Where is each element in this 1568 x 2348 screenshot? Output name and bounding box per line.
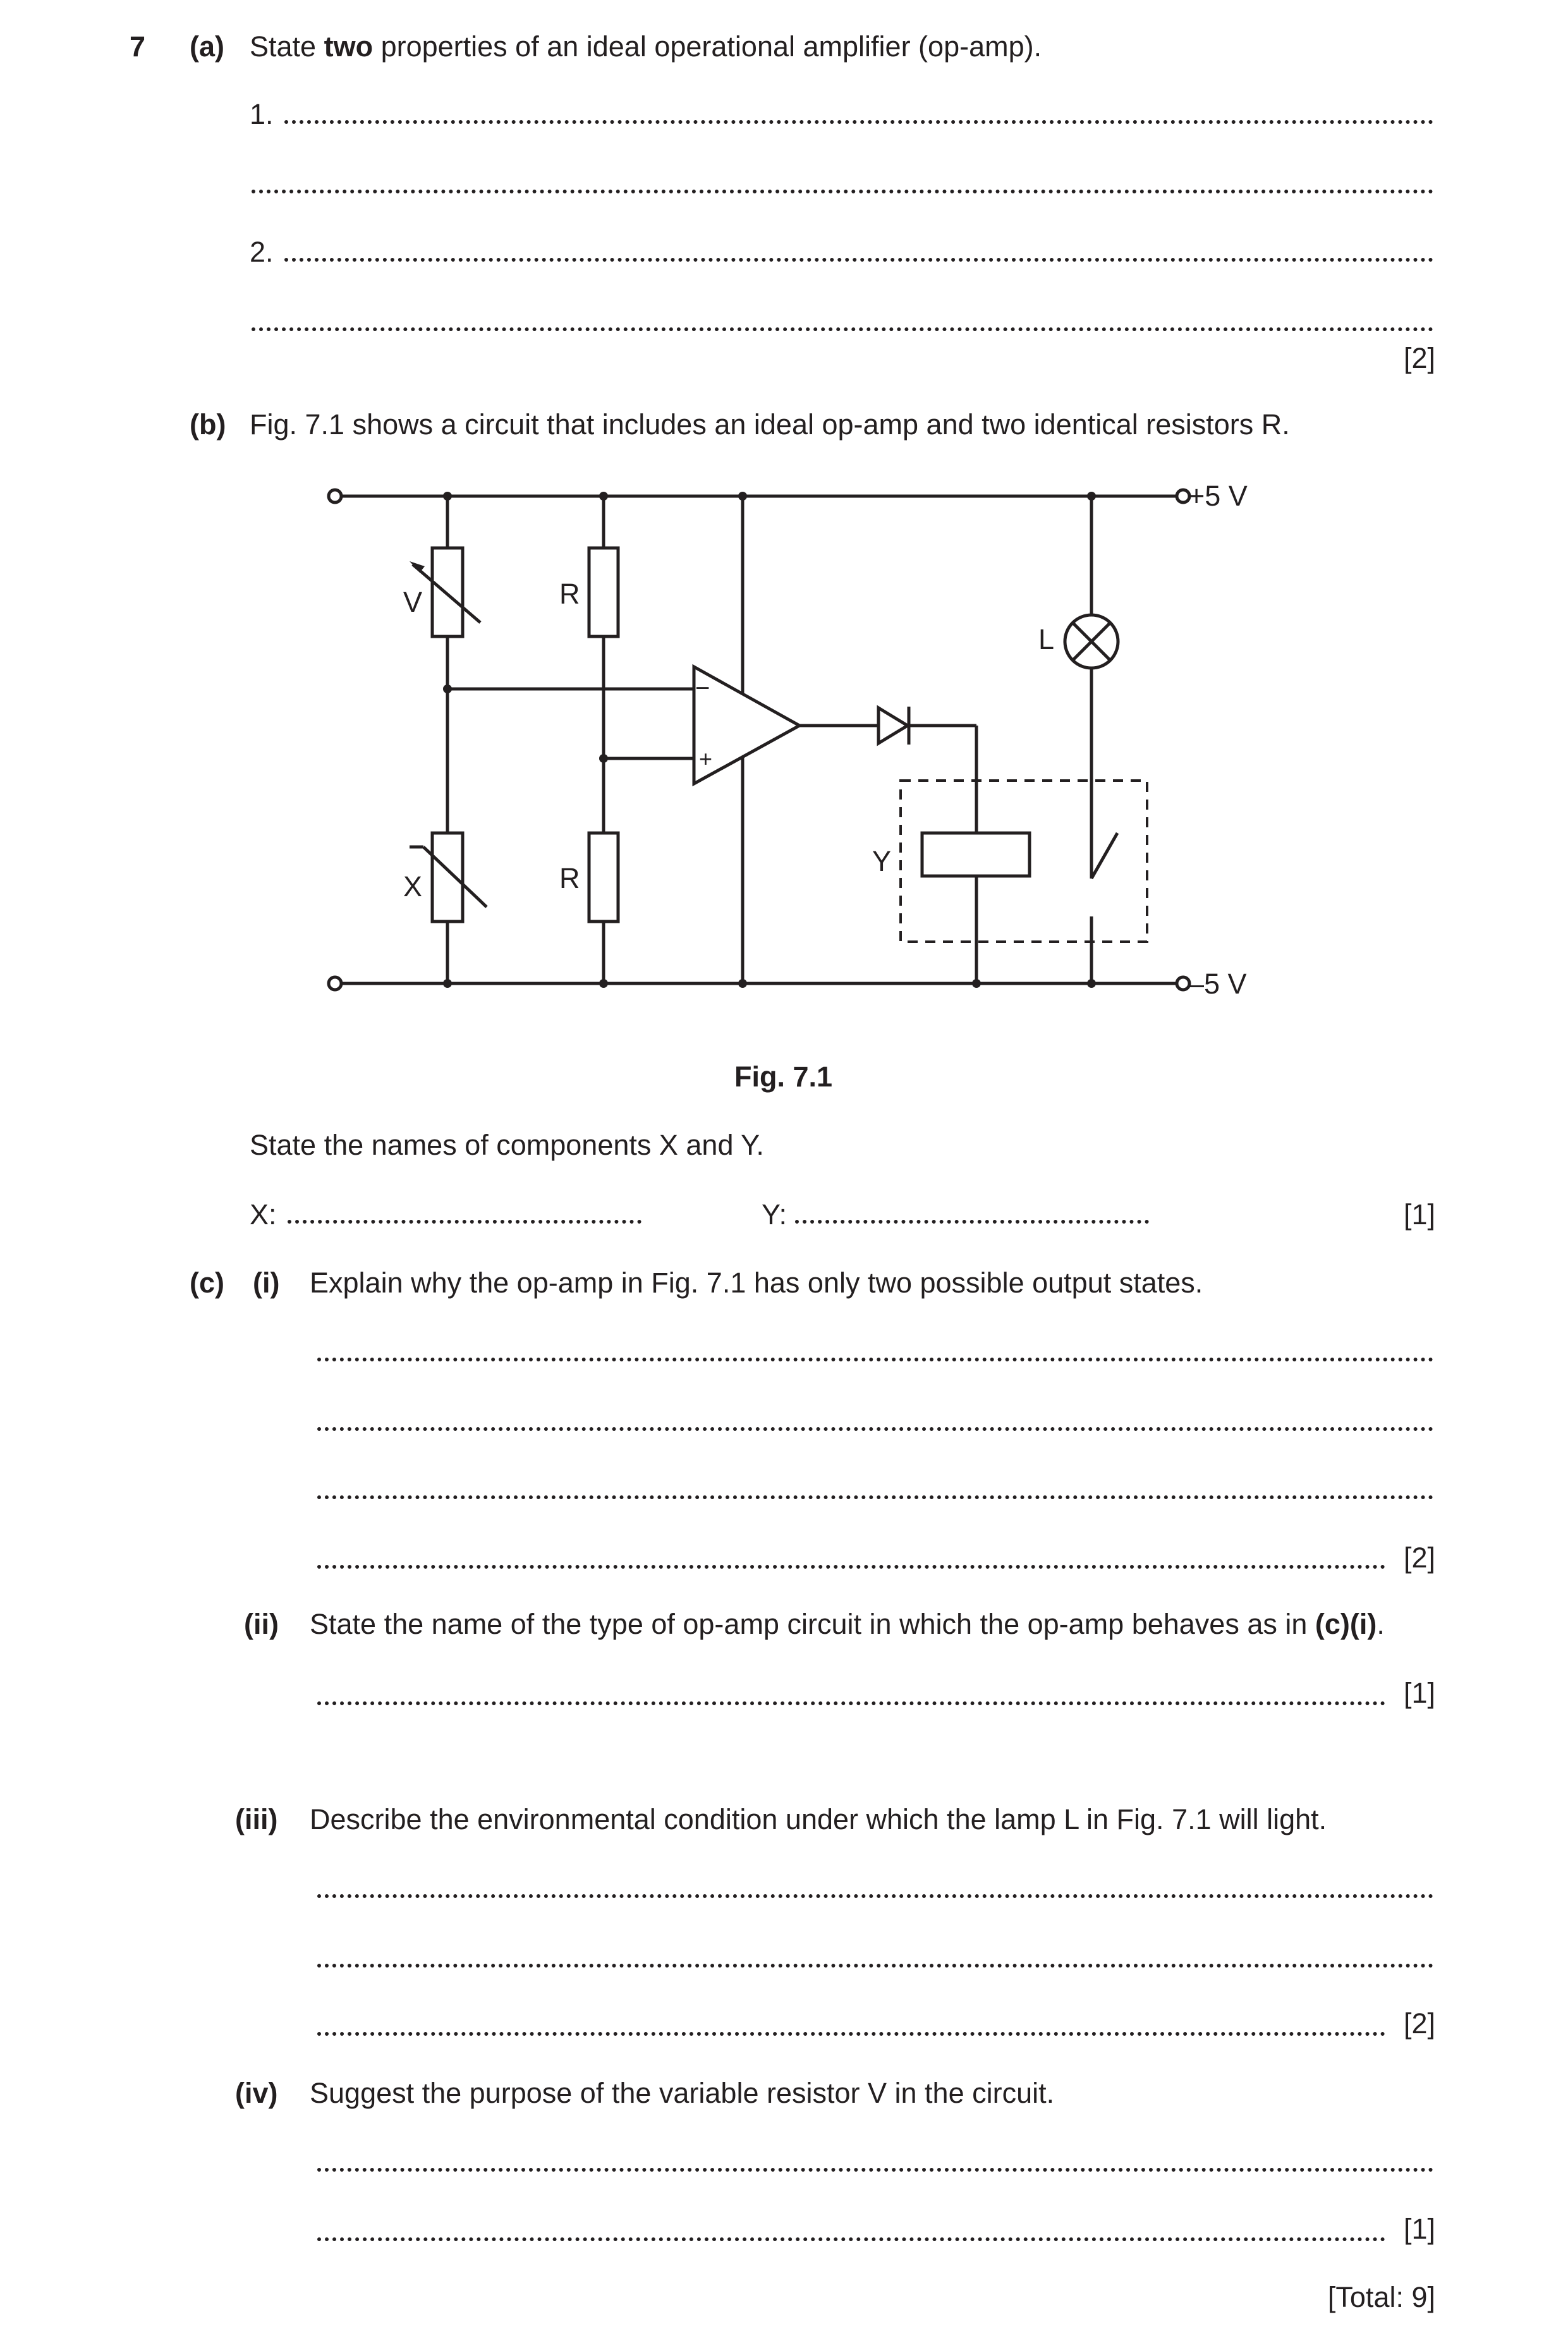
part-c-iii-question: Describe the environmental condition under which the lamp L in Fig. 7.1 will light. [310, 1803, 1327, 1835]
marks-c-iv: [1] [1403, 2213, 1435, 2245]
part-a-question: State two properties of an ideal operational amplifier (op-amp). [250, 30, 1042, 63]
marks-c-ii: [1] [1403, 1677, 1435, 1709]
answer-line-c-i-1[interactable] [317, 1358, 1433, 1361]
question-number: 7 [130, 30, 146, 63]
answer-line-c-iv-2[interactable] [317, 2237, 1385, 2241]
label-r-bottom: R [559, 862, 580, 894]
figure-caption: Fig. 7.1 [734, 1061, 833, 1093]
answer-line-c-iii-2[interactable] [317, 1964, 1433, 1968]
part-c-ii-question: State the name of the type of op-amp circuit in which the op-amp behaves as in (c)(i). [310, 1608, 1385, 1640]
label-supply-negative: –5 V [1188, 968, 1247, 1000]
label-y: Y [872, 845, 892, 877]
label-inverting-input: − [695, 674, 710, 702]
marks-a: [2] [1403, 342, 1435, 374]
answer-line-c-i-4[interactable] [317, 1565, 1385, 1569]
answer-line-y[interactable] [795, 1220, 1149, 1224]
answer-line-c-i-2[interactable] [317, 1427, 1433, 1431]
answer-x-label: X: [250, 1198, 277, 1231]
label-l: L [1038, 623, 1055, 655]
marks-c-i: [2] [1403, 1542, 1435, 1574]
answer-line-c-i-3[interactable] [317, 1495, 1433, 1499]
answer-item-2-label: 2. [250, 236, 274, 268]
part-b-question: Fig. 7.1 shows a circuit that includes an ideal op-amp and two identical resistors R. [250, 408, 1290, 441]
part-c-label: (c) [190, 1267, 224, 1299]
part-a-label: (a) [190, 30, 224, 63]
part-b-instruction: State the names of components X and Y. [250, 1129, 764, 1161]
part-c-iv-question: Suggest the purpose of the variable resistor V in the circuit. [310, 2077, 1055, 2109]
answer-line-c-ii[interactable] [317, 1701, 1385, 1705]
answer-line-c-iii-3[interactable] [317, 2032, 1385, 2036]
answer-y-label: Y: [762, 1198, 787, 1231]
label-supply-positive: +5 V [1188, 480, 1248, 512]
part-b-label: (b) [190, 408, 226, 441]
label-r-top: R [559, 578, 580, 610]
answer-line-c-iii-1[interactable] [317, 1894, 1433, 1898]
marks-b: [1] [1403, 1198, 1435, 1231]
part-c-iv-label: (iv) [235, 2077, 278, 2109]
answer-line-x[interactable] [288, 1220, 641, 1224]
label-noninverting-input: + [699, 746, 713, 772]
label-x: X [403, 870, 423, 903]
total-marks: [Total: 9] [1327, 2281, 1435, 2313]
part-c-ii-label: (ii) [244, 1608, 279, 1640]
part-c-i-label: (i) [253, 1267, 280, 1299]
part-c-iii-label: (iii) [235, 1803, 278, 1835]
answer-item-1-label: 1. [250, 98, 274, 130]
part-c-i-question: Explain why the op-amp in Fig. 7.1 has only two possible output states. [310, 1267, 1203, 1299]
marks-c-iii: [2] [1403, 2007, 1435, 2040]
label-v: V [403, 586, 423, 618]
answer-line-c-iv-1[interactable] [317, 2168, 1433, 2172]
